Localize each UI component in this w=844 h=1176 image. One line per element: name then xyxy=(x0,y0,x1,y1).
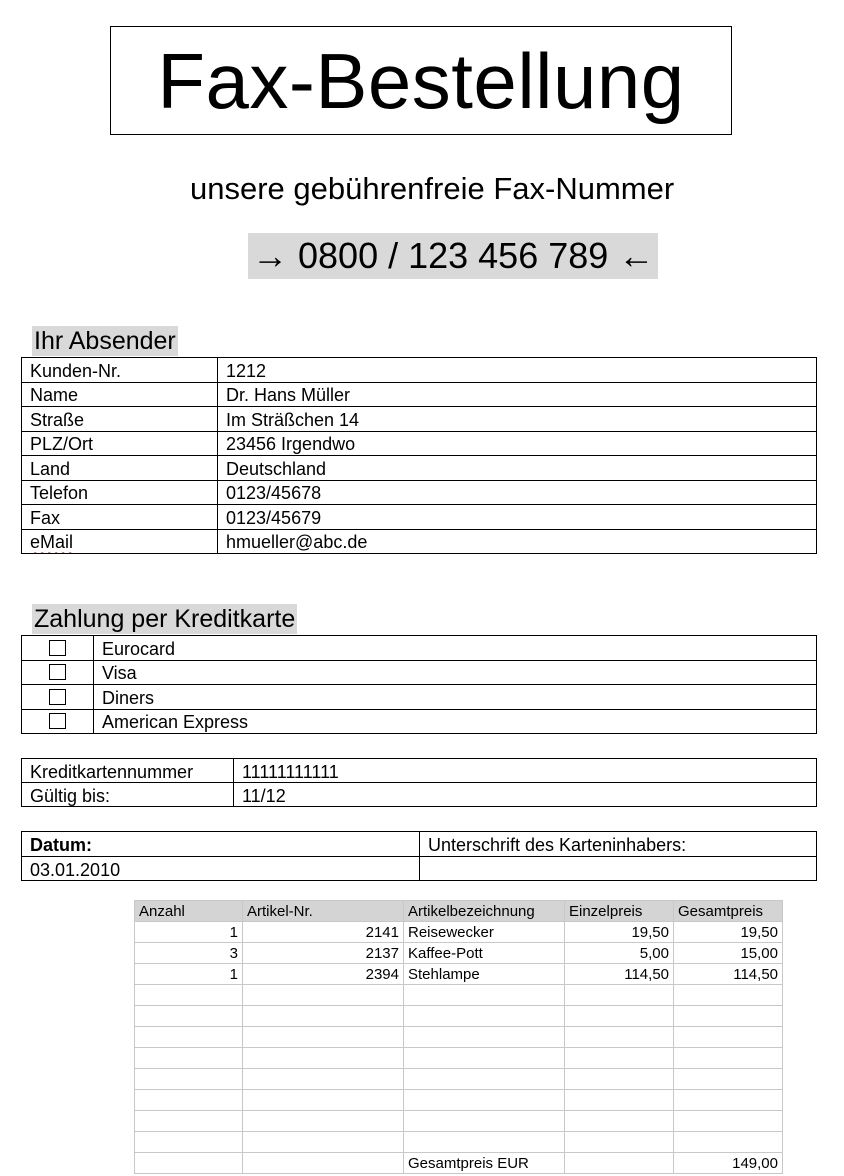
signature-label: Unterschrift des Karteninhabers: xyxy=(420,832,817,857)
col-article-no: Artikel-Nr. xyxy=(243,901,404,922)
date-field[interactable]: 03.01.2010 xyxy=(22,857,420,881)
payment-heading: Zahlung per Kreditkarte xyxy=(34,605,296,633)
empty-cell[interactable] xyxy=(674,1048,783,1069)
empty-cell[interactable] xyxy=(674,1090,783,1111)
signature-table xyxy=(21,831,817,881)
page-title: Fax-Bestellung xyxy=(157,36,685,125)
card-number-row xyxy=(22,759,817,783)
card-type-row xyxy=(22,685,817,710)
valid-until-row xyxy=(22,783,817,807)
sender-value[interactable]: hmueller@abc.de xyxy=(218,529,817,554)
table-row xyxy=(135,943,783,964)
sender-label: Straße xyxy=(22,407,218,432)
col-unit-price: Einzelpreis xyxy=(565,901,674,922)
description-cell[interactable]: Reisewecker xyxy=(404,922,565,943)
sender-row xyxy=(22,505,817,530)
sender-heading: Ihr Absender xyxy=(34,327,176,355)
sender-value[interactable]: 1212 xyxy=(218,358,817,383)
empty-cell[interactable] xyxy=(135,1027,243,1048)
empty-cell xyxy=(565,1153,674,1174)
empty-cell[interactable] xyxy=(404,1048,565,1069)
empty-row xyxy=(135,1111,783,1132)
empty-cell[interactable] xyxy=(243,1006,404,1027)
checkbox-cell xyxy=(22,709,94,734)
order-header-row xyxy=(135,901,783,922)
empty-cell[interactable] xyxy=(565,1090,674,1111)
empty-cell[interactable] xyxy=(674,985,783,1006)
empty-cell[interactable] xyxy=(243,1090,404,1111)
empty-cell[interactable] xyxy=(243,1132,404,1153)
empty-cell[interactable] xyxy=(565,1111,674,1132)
card-number-label: Kreditkartennummer xyxy=(22,759,234,783)
card-type-row xyxy=(22,636,817,661)
empty-cell[interactable] xyxy=(135,985,243,1006)
unit-price-cell[interactable]: 19,50 xyxy=(565,922,674,943)
empty-cell[interactable] xyxy=(674,1027,783,1048)
sender-value[interactable]: Dr. Hans Müller xyxy=(218,382,817,407)
col-description: Artikelbezeichnung xyxy=(404,901,565,922)
empty-cell[interactable] xyxy=(243,1048,404,1069)
sender-label: Name xyxy=(22,382,218,407)
quantity-cell[interactable]: 1 xyxy=(135,922,243,943)
card-type-label: Eurocard xyxy=(94,636,817,661)
empty-cell[interactable] xyxy=(404,1027,565,1048)
checkbox[interactable] xyxy=(49,640,66,656)
checkbox[interactable] xyxy=(49,713,66,729)
quantity-cell[interactable]: 1 xyxy=(135,964,243,985)
description-cell[interactable]: Stehlampe xyxy=(404,964,565,985)
empty-cell[interactable] xyxy=(404,1111,565,1132)
empty-cell[interactable] xyxy=(404,1132,565,1153)
checkbox-cell xyxy=(22,636,94,661)
empty-cell[interactable] xyxy=(243,1069,404,1090)
date-label: Datum: xyxy=(22,832,420,857)
empty-cell xyxy=(135,1153,243,1174)
empty-row xyxy=(135,1048,783,1069)
checkbox-cell xyxy=(22,660,94,685)
empty-cell[interactable] xyxy=(565,1069,674,1090)
checkbox-cell xyxy=(22,685,94,710)
valid-until-label: Gültig bis: xyxy=(22,783,234,807)
sender-value[interactable]: Deutschland xyxy=(218,456,817,481)
card-details-table xyxy=(21,758,817,807)
article-no-cell[interactable]: 2394 xyxy=(243,964,404,985)
empty-cell[interactable] xyxy=(135,1048,243,1069)
empty-cell[interactable] xyxy=(404,1090,565,1111)
empty-cell[interactable] xyxy=(243,1111,404,1132)
table-row xyxy=(135,964,783,985)
sender-value[interactable]: Im Sträßchen 14 xyxy=(218,407,817,432)
sender-label xyxy=(22,529,218,554)
total-price-cell[interactable]: 19,50 xyxy=(674,922,783,943)
total-price-cell[interactable]: 15,00 xyxy=(674,943,783,964)
empty-cell[interactable] xyxy=(243,1027,404,1048)
sender-row xyxy=(22,431,817,456)
empty-cell[interactable] xyxy=(565,1048,674,1069)
sender-label: Land xyxy=(22,456,218,481)
empty-row xyxy=(135,1069,783,1090)
empty-cell[interactable] xyxy=(135,1132,243,1153)
unit-price-cell[interactable]: 5,00 xyxy=(565,943,674,964)
empty-row xyxy=(135,1006,783,1027)
empty-cell[interactable] xyxy=(674,1111,783,1132)
card-type-row xyxy=(22,660,817,685)
empty-cell[interactable] xyxy=(404,1069,565,1090)
sender-row xyxy=(22,456,817,481)
checkbox[interactable] xyxy=(49,689,66,705)
title-box xyxy=(110,26,732,135)
empty-row xyxy=(135,1132,783,1153)
valid-until-field[interactable]: 11/12 xyxy=(234,783,817,807)
spellcheck-mark: eMail xyxy=(30,532,74,553)
card-type-label: Visa xyxy=(94,660,817,685)
article-no-cell[interactable]: 2141 xyxy=(243,922,404,943)
sender-value[interactable]: 0123/45678 xyxy=(218,480,817,505)
col-total-price: Gesamtpreis xyxy=(674,901,783,922)
grand-total: 149,00 xyxy=(674,1153,783,1174)
total-row xyxy=(135,1153,783,1174)
empty-cell[interactable] xyxy=(135,1090,243,1111)
empty-cell[interactable] xyxy=(135,1111,243,1132)
empty-cell[interactable] xyxy=(404,985,565,1006)
empty-cell[interactable] xyxy=(565,1132,674,1153)
signature-field[interactable] xyxy=(420,857,817,881)
sender-label: Fax xyxy=(22,505,218,530)
empty-cell[interactable] xyxy=(135,1006,243,1027)
empty-row xyxy=(135,985,783,1006)
empty-cell[interactable] xyxy=(565,985,674,1006)
empty-cell[interactable] xyxy=(404,1006,565,1027)
sender-row xyxy=(22,358,817,383)
fax-number-caption: unsere gebührenfreie Fax-Nummer xyxy=(190,171,675,206)
sender-label: Telefon xyxy=(22,480,218,505)
sender-label: PLZ/Ort xyxy=(22,431,218,456)
article-no-cell[interactable]: 2137 xyxy=(243,943,404,964)
col-quantity: Anzahl xyxy=(135,901,243,922)
empty-cell[interactable] xyxy=(674,1006,783,1027)
sender-row xyxy=(22,407,817,432)
sender-row xyxy=(22,529,817,554)
empty-row xyxy=(135,1027,783,1048)
sender-table xyxy=(21,357,817,554)
table-row xyxy=(135,922,783,943)
total-label: Gesamtpreis EUR xyxy=(404,1153,565,1174)
empty-cell xyxy=(243,1153,404,1174)
quantity-cell[interactable]: 3 xyxy=(135,943,243,964)
sender-value[interactable]: 23456 Irgendwo xyxy=(218,431,817,456)
unit-price-cell[interactable]: 114,50 xyxy=(565,964,674,985)
card-type-table xyxy=(21,635,817,734)
description-cell[interactable]: Kaffee-Pott xyxy=(404,943,565,964)
sender-row xyxy=(22,480,817,505)
empty-row xyxy=(135,1090,783,1111)
empty-cell[interactable] xyxy=(565,1027,674,1048)
sender-value[interactable]: 0123/45679 xyxy=(218,505,817,530)
empty-cell[interactable] xyxy=(565,1006,674,1027)
total-price-cell[interactable]: 114,50 xyxy=(674,964,783,985)
empty-cell[interactable] xyxy=(243,985,404,1006)
empty-cell[interactable] xyxy=(135,1069,243,1090)
sender-row xyxy=(22,382,817,407)
card-type-row xyxy=(22,709,817,734)
order-rows xyxy=(135,922,783,1174)
sender-label: Kunden-Nr. xyxy=(22,358,218,383)
order-table xyxy=(134,900,783,1174)
fax-number: → 0800 / 123 456 789 ← xyxy=(248,233,658,279)
card-type-label: Diners xyxy=(94,685,817,710)
card-type-label: American Express xyxy=(94,709,817,734)
card-number-field[interactable]: 11111111111 xyxy=(234,759,817,783)
empty-cell[interactable] xyxy=(674,1069,783,1090)
checkbox[interactable] xyxy=(49,664,66,680)
card-type-rows xyxy=(22,636,817,734)
empty-cell[interactable] xyxy=(674,1132,783,1153)
sender-rows xyxy=(22,358,817,554)
